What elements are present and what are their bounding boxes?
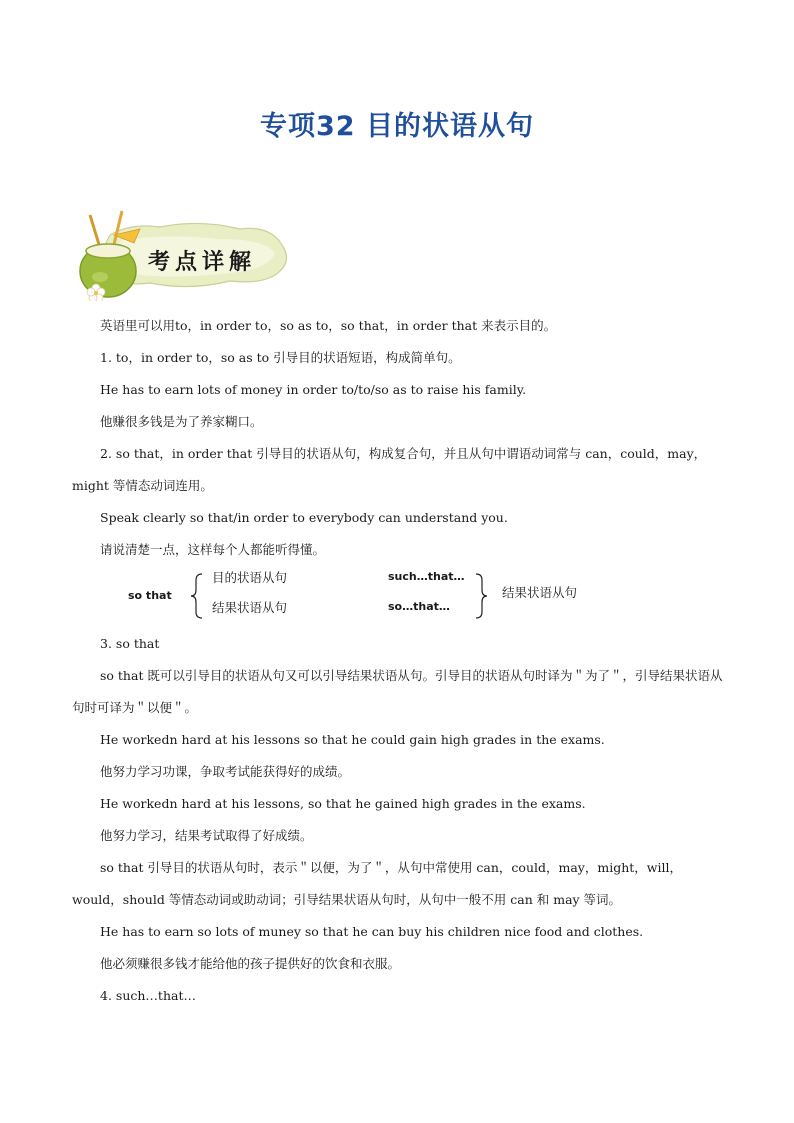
example-translation: 他努力学习，结果考试取得了好成绩。 xyxy=(100,828,313,843)
diagram-left-item: 目的状语从句 xyxy=(212,570,288,585)
paragraph: 1. to，in order to，so as to 引导目的状语短语，构成简单句。 xyxy=(100,350,461,365)
example-translation: 请说清楚一点，这样每个人都能听得懂。 xyxy=(100,542,326,557)
diagram-right-item: such…that… xyxy=(388,570,465,583)
paragraph: 英语里可以用to，in order to，so as to，so that，in order that 来表示目的。 xyxy=(100,318,557,333)
paragraph: 2. so that，in order that 引导目的状语从句，构成复合句，并且从句中谓语动词常与 can，could，may，might 等情态动词连用。 xyxy=(72,446,707,493)
coconut-drink-icon xyxy=(80,211,140,301)
example-sentence: He workedn hard at his lessons, so that he gained high grades in the exams. xyxy=(100,796,586,811)
example-translation: 他赚很多钱是为了养家糊口。 xyxy=(100,414,263,429)
paragraph: so that 既可以引导目的状语从句又可以引导结果状语从句。引导目的状语从句时译为＂为了＂，引导结果状语从句时可译为＂以便＂。 xyxy=(72,668,723,715)
diagram-right-label: 结果状语从句 xyxy=(502,585,578,600)
example-translation: 他必须赚很多钱才能给他的孩子提供好的饮食和衣服。 xyxy=(100,956,401,971)
example-sentence: Speak clearly so that/in order to everybody can understand you. xyxy=(100,510,508,525)
section-heading: 4. such…that… xyxy=(100,988,196,1003)
document-body xyxy=(72,310,724,1012)
page-title: 专项32 目的状语从句 xyxy=(260,111,534,142)
right-brace-icon xyxy=(474,572,488,620)
example-sentence: He has to earn so lots of muney so that he can buy his children nice food and clothes. xyxy=(100,924,644,939)
diagram-left-item: 结果状语从句 xyxy=(212,600,288,615)
section-banner xyxy=(70,205,292,301)
diagram-right-item: so…that… xyxy=(388,600,450,613)
paragraph: so that 引导目的状语从句时，表示＂以便，为了＂，从句中常使用 can，could，may，might，will，would，should 等情态动词或助动词；引导结果状语从句时，从句中一般不用 can 和 may 等词。 xyxy=(72,860,682,907)
left-brace-icon xyxy=(190,572,204,620)
example-sentence: He has to earn lots of money in order to/to/so as to raise his family. xyxy=(100,382,527,397)
so-that-diagram xyxy=(72,566,724,628)
banner-label: 考点详解 xyxy=(148,250,257,275)
example-translation: 他努力学习功课，争取考试能获得好的成绩。 xyxy=(100,764,351,779)
section-heading: 3. so that xyxy=(100,636,160,651)
diagram-left-label: so that xyxy=(128,589,172,602)
example-sentence: He workedn hard at his lessons so that he could gain high grades in the exams. xyxy=(100,732,605,747)
